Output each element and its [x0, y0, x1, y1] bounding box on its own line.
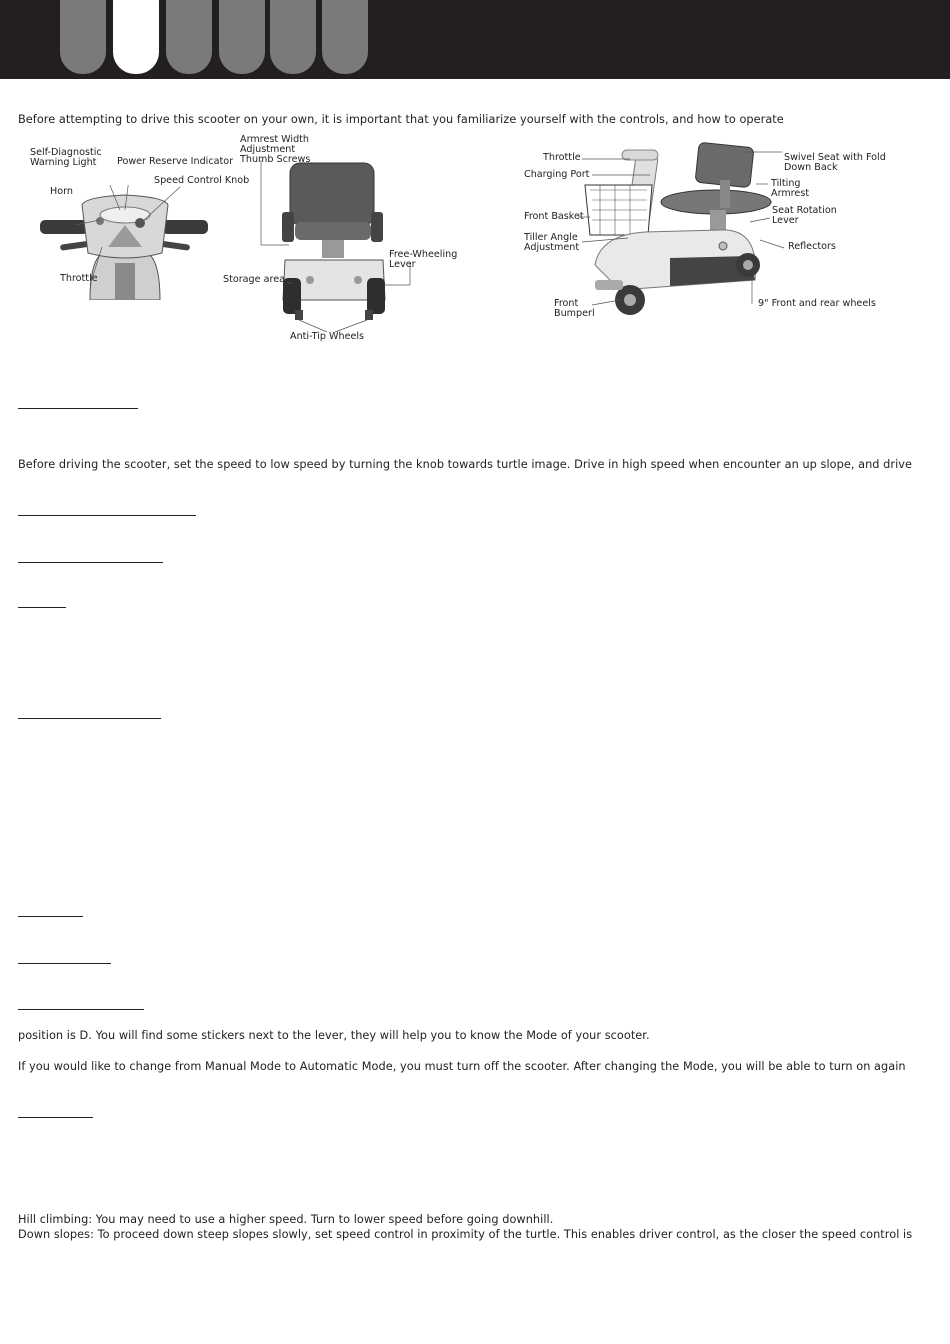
section-heading-underline	[18, 562, 163, 563]
section-tab-5[interactable]	[270, 0, 316, 74]
label-tiller-angle: Tiller Angle Adjustment	[524, 232, 580, 253]
section-heading-underline	[18, 607, 66, 608]
hill-climbing-text: Hill climbing: You may need to use a higher speed. Turn to lower speed before going downhill.	[18, 1213, 554, 1226]
label-armrest-width: Armrest Width Adjustment Thumb Screws	[240, 134, 311, 165]
header-bar	[0, 0, 950, 79]
section-heading-underline	[18, 1009, 144, 1010]
label-side-throttle: Throttle	[543, 152, 581, 163]
label-horn: Horn	[50, 186, 73, 197]
intro-text: Before attempting to drive this scooter on your own, it is important that you familiarize yourself with the controls, and how to operate	[18, 113, 784, 126]
section-heading-underline	[18, 963, 111, 964]
label-tilting-armrest: Tilting Armrest	[771, 178, 810, 199]
label-power-reserve: Power Reserve Indicator	[117, 156, 234, 167]
label-reflectors: Reflectors	[788, 241, 836, 252]
label-speed-control: Speed Control Knob	[154, 175, 250, 186]
scooter-rear-illustration	[255, 160, 415, 335]
mode-text-2: If you would like to change from Manual Mode to Automatic Mode, you must turn off the scooter. After changing the Mode, you will be able to turn on again	[18, 1060, 906, 1073]
section-heading-underline	[18, 1117, 93, 1118]
label-swivel-seat: Swivel Seat with Fold Down Back	[784, 152, 886, 173]
section-tab-1[interactable]	[60, 0, 106, 74]
section-heading-underline	[18, 916, 83, 917]
label-seat-rotation: Seat Rotation Lever	[772, 205, 837, 226]
section-tab-6[interactable]	[322, 0, 368, 74]
label-self-diagnostic: Self-Diagnostic Warning Light	[30, 147, 102, 168]
tiller-console-illustration	[30, 185, 220, 300]
mode-text-1: position is D. You will find some stickers next to the lever, they will help you to know the Mode of your scooter.	[18, 1029, 650, 1042]
section-heading-underline	[18, 408, 138, 409]
label-front-bumper: Front Bumperl	[554, 298, 595, 319]
label-wheels: 9" Front and rear wheels	[758, 298, 876, 309]
label-front-basket: Front Basket	[524, 211, 584, 222]
down-slopes-text: Down slopes: To proceed down steep slopes slowly, set speed control in proximity of the turtle. This enables driver control, as the closer the speed control is	[18, 1228, 913, 1241]
label-charging-port: Charging Port	[524, 169, 590, 180]
label-throttle: Throttle	[60, 273, 98, 284]
label-storage-area: Storage area	[223, 274, 285, 285]
section-tab-4[interactable]	[219, 0, 265, 74]
section-tab-2-active[interactable]	[113, 0, 159, 74]
speed-text: Before driving the scooter, set the speed to low speed by turning the knob towards turtle image. Drive in high speed when encounter an up slope, and drive	[18, 458, 913, 471]
section-heading-underline	[18, 718, 161, 719]
label-anti-tip: Anti-Tip Wheels	[290, 331, 365, 342]
label-free-wheeling: Free-Wheeling Lever	[389, 249, 458, 270]
section-tab-3[interactable]	[166, 0, 212, 74]
section-heading-underline	[18, 515, 196, 516]
